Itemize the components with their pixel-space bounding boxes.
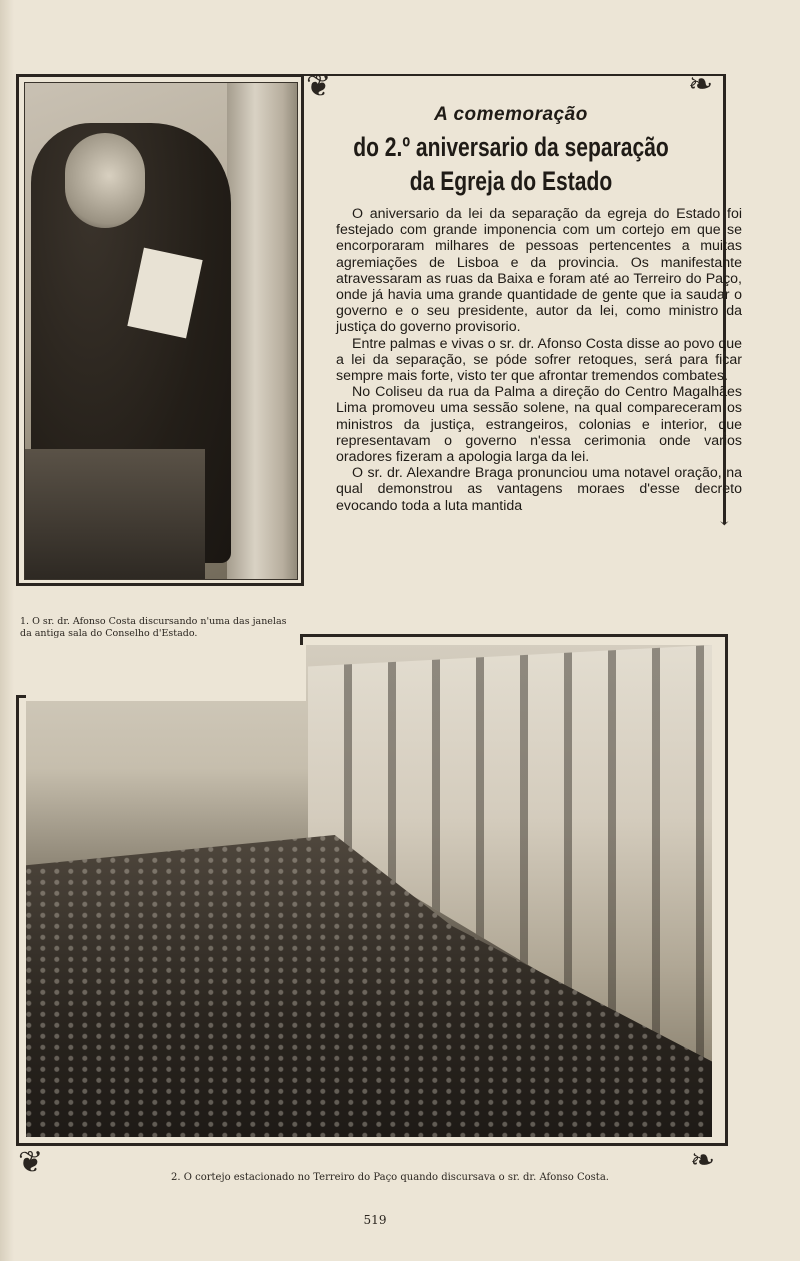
page-number: 519 (363, 1213, 387, 1227)
headline-line-1: do 2.º aniversario da separação (353, 132, 669, 162)
photo-1-image (24, 82, 298, 580)
arrow-end-icon: ⇣ (716, 506, 733, 530)
paragraph: O aniversario da lei da separação da egreja do Estado foi festejado com grande imponencia com um cortejo em que se encorporaram milhares de pessoas pertencentes a muitas agremiações de Lisboa e da provincia. Os manifestante atravessaram as ruas da Baixa e foram até ao Terreiro do Paço, onde já havia uma grande quantidade de gente que ia saudar o governo e o seu presidente, autor da lei, como ministro da justiça do governo provisorio. (336, 206, 742, 336)
photo-1-caption: 1. O sr. dr. Afonso Costa discursando n'uma das janelas da antiga sala do Conselho d'Estado. (20, 616, 287, 639)
photo-1-balcony (25, 449, 205, 579)
photo-terreiro-do-paco-crowd (26, 645, 712, 1137)
article-kicker: A comemoração (434, 104, 588, 125)
headline-line-2: da Egreja do Estado (409, 166, 613, 196)
article-headline (351, 130, 671, 198)
photo-afonso-costa-balcony (16, 74, 304, 586)
article-body (336, 206, 742, 514)
page-edge (0, 0, 14, 1261)
photo-1-face (65, 133, 145, 228)
ornament-top-left-icon: ❦ (306, 69, 332, 104)
ornament-bottom-right-icon: ❧ (690, 1143, 716, 1178)
paragraph: Entre palmas e vivas o sr. dr. Afonso Costa disse ao povo que a lei da separação, se póde sofrer retoques, será para ficar sempre mais forte, visto ter que afrontar tremendos combates. (336, 335, 742, 385)
ornament-top-right-icon: ❧ (688, 67, 714, 102)
photo-1-building (227, 83, 297, 579)
photo-2-cutout (26, 645, 306, 701)
photo-2-caption: 2. O cortejo estacionado no Terreiro do Paço quando discursava o sr. dr. Afonso Costa. (171, 1172, 609, 1183)
paragraph: O sr. dr. Alexandre Braga pronunciou uma notavel oração, na qual demonstrou as vantagens moraes d'esse decreto evocando toda a luta mantida (336, 465, 742, 514)
paragraph: No Coliseu da rua da Palma a direção do Centro Magalhães Lima promoveu uma sessão solene, na qual compareceram os ministros da justiça, estrangeiros, colonias e interior, que representavam o governo n'essa cerimonia onde varios oradores fizeram a apologia larga da lei. (336, 384, 742, 466)
ornament-bottom-left-icon: ❦ (18, 1145, 44, 1180)
